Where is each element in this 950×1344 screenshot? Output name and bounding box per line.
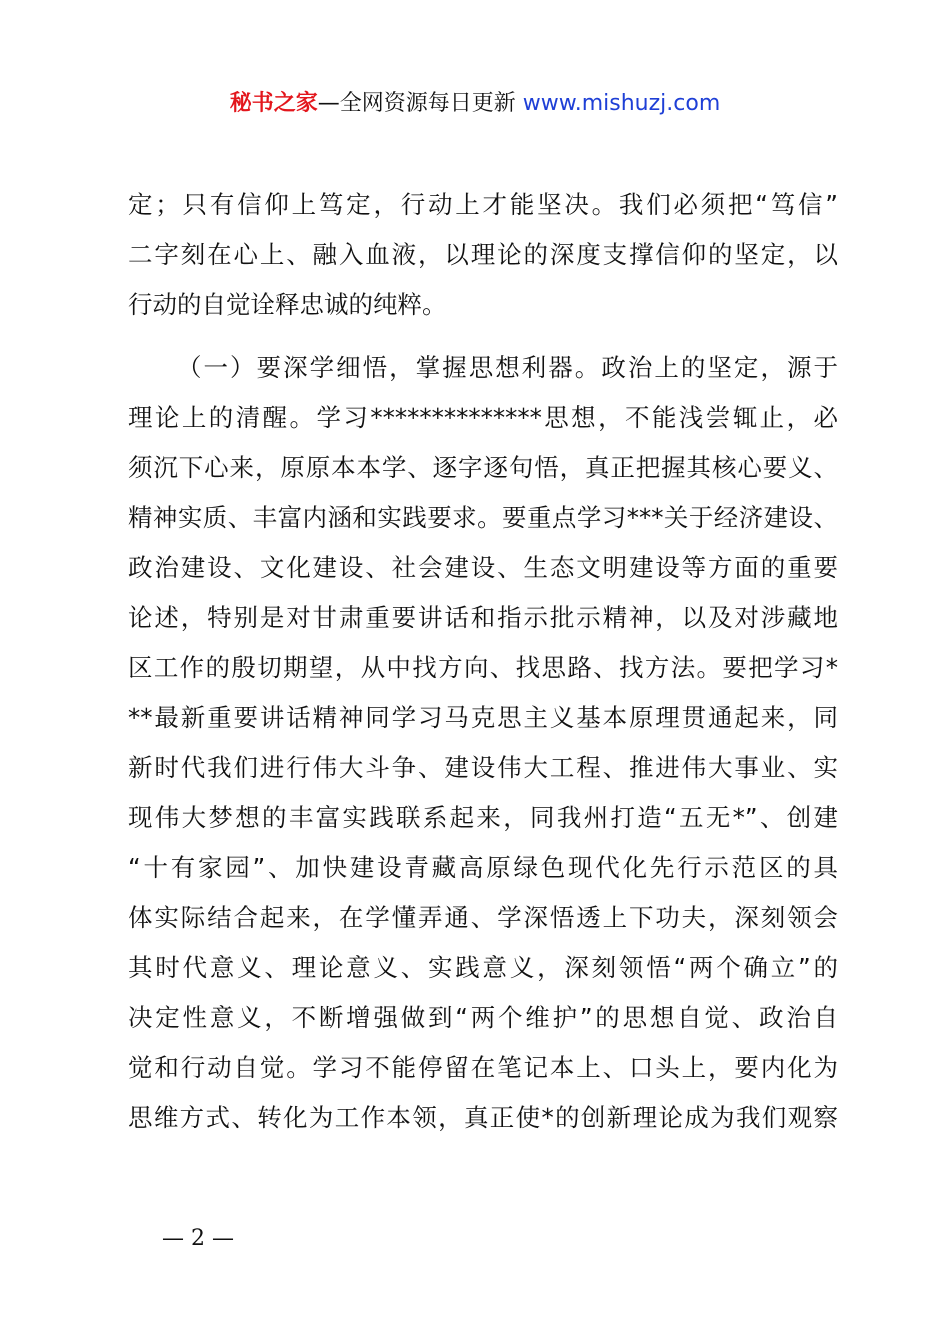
- site-slogan: —全网资源每日更新: [317, 91, 523, 116]
- text-line: 精神实质、丰富内涵和实践要求。要重点学习***关于经济建设、: [128, 503, 838, 532]
- site-header: [0, 86, 950, 122]
- text-line: 体实际结合起来，在学懂弄通、学深悟透上下功夫，深刻领会: [128, 903, 838, 932]
- paragraph-1: [128, 180, 838, 330]
- page-number: — 2 —: [162, 1226, 234, 1251]
- text-line: 其时代意义、理论意义、实践意义，深刻领悟“两个确立”的: [128, 953, 838, 982]
- text-line: 行动的自觉诠释忠诚的纯粹。: [128, 290, 447, 319]
- text-line: **最新重要讲话精神同学习马克思主义基本原理贯通起来，同: [128, 703, 838, 732]
- text-line: 决定性意义，不断增强做到“两个维护”的思想自觉、政治自: [128, 1003, 838, 1032]
- text-line: 理论上的清醒。学习**************思想，不能浅尝辄止，必: [128, 403, 838, 432]
- text-line: 论述，特别是对甘肃重要讲话和指示批示精神，以及对涉藏地: [128, 603, 838, 632]
- text-line: 定；只有信仰上笃定，行动上才能坚决。我们必须把“笃信”: [128, 190, 838, 219]
- text-line: 须沉下心来，原原本本学、逐字逐句悟，真正把握其核心要义、: [128, 453, 838, 482]
- text-line: （一）要深学细悟，掌握思想利器。政治上的坚定，源于: [177, 353, 838, 382]
- text-line: 现伟大梦想的丰富实践联系起来，同我州打造“五无*”、创建: [128, 803, 838, 832]
- paragraph-2: [128, 343, 838, 1143]
- text-line: 区工作的殷切期望，从中找方向、找思路、找方法。要把学习*: [128, 653, 838, 682]
- text-line: “十有家园”、加快建设青藏高原绿色现代化先行示范区的具: [128, 853, 838, 882]
- text-line: 觉和行动自觉。学习不能停留在笔记本上、口头上，要内化为: [128, 1053, 838, 1082]
- text-line: 新时代我们进行伟大斗争、建设伟大工程、推进伟大事业、实: [128, 753, 838, 782]
- text-line: 思维方式、转化为工作本领，真正使*的创新理论成为我们观察: [128, 1103, 838, 1132]
- site-brand: 秘书之家: [229, 91, 318, 116]
- site-url[interactable]: www.mishuzj.com: [522, 91, 721, 116]
- text-line: 二字刻在心上、融入血液，以理论的深度支撑信仰的坚定，以: [128, 240, 838, 269]
- text-line: 政治建设、文化建设、社会建设、生态文明建设等方面的重要: [128, 553, 838, 582]
